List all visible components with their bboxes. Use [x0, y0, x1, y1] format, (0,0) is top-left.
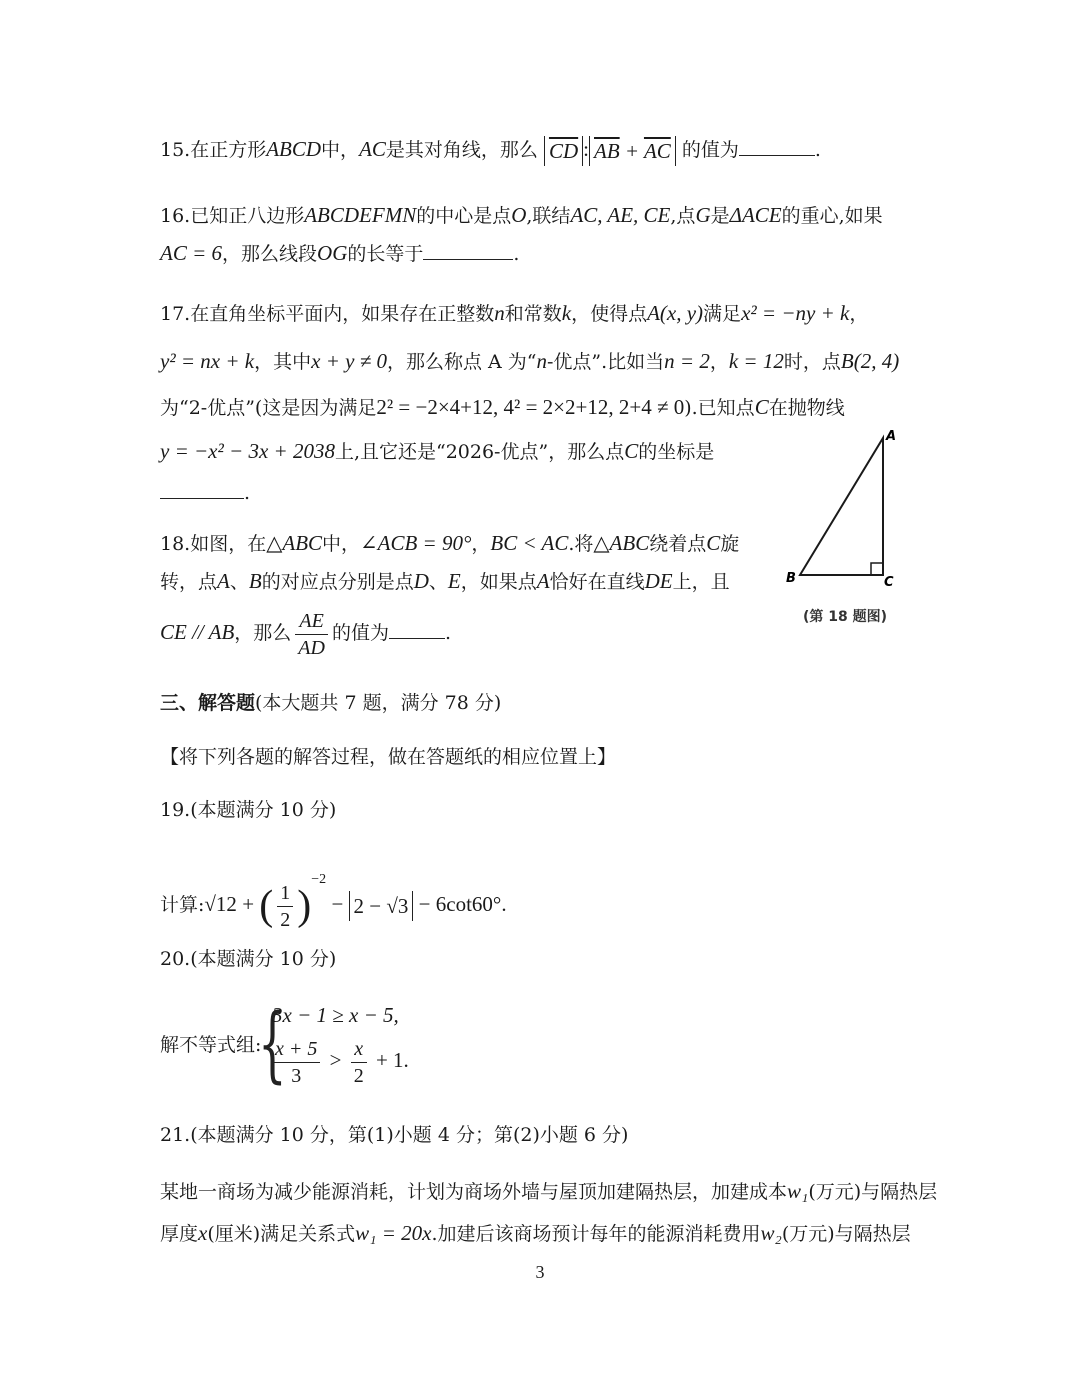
math: y² = nx + k	[160, 349, 255, 373]
math: −	[326, 892, 349, 916]
math: OG	[317, 241, 348, 265]
system-brace: {	[258, 997, 287, 1092]
math: x	[198, 1221, 208, 1245]
math: A	[536, 569, 550, 593]
text: -优点”.比如当	[546, 351, 665, 373]
text: 时，点	[783, 351, 841, 373]
text: 上，且	[672, 571, 730, 593]
math: x² = −ny + k	[741, 301, 850, 325]
q21-heading: 21.(本题满分 10 分，第(1)小题 4 分；第(2)小题 6 分)	[160, 1124, 629, 1146]
figure-caption: (第 18 题图)	[803, 609, 888, 625]
math: A(x, y)	[647, 301, 704, 325]
fraction-half	[277, 880, 293, 933]
q21-line2	[160, 1220, 911, 1247]
numerator: x + 5	[272, 1036, 320, 1063]
text: 恰好在直线	[549, 571, 645, 593]
math: n = 2	[664, 349, 710, 373]
text: ,点	[670, 205, 696, 227]
text: 和常数	[504, 303, 562, 325]
text: 为“2-优点”(这是因为满足	[160, 397, 377, 419]
text: ，其中	[254, 351, 312, 373]
q19-heading: 19.(本题满分 10 分)	[160, 799, 337, 821]
q19-expression	[160, 850, 507, 936]
q21-line1	[160, 1178, 937, 1205]
text: .将	[568, 533, 594, 555]
math: △ABC	[266, 531, 323, 555]
text: 的值为	[681, 139, 739, 161]
section3-heading	[160, 690, 501, 716]
abs-cd	[544, 136, 583, 166]
math: D	[413, 569, 429, 593]
abs-value: 2 − √3	[349, 891, 414, 921]
q16-line2: AC = 6，那么线段OG的长等于 .	[160, 241, 520, 265]
answer-blank	[389, 620, 445, 639]
triangle-figure	[780, 428, 910, 628]
text: 的对应点分别是点	[261, 571, 414, 593]
text: 18.如图，在	[160, 533, 267, 555]
text: 满足	[703, 303, 742, 325]
math: AC	[359, 137, 386, 161]
text: 在抛物线	[768, 397, 845, 419]
section-detail: (本大题共 7 题，满分 78 分)	[255, 692, 502, 714]
q20-inequality2	[268, 1032, 409, 1089]
text: 旋	[720, 533, 740, 555]
math: 2² = −2×4+12, 4² = 2×2+12, 2+4 ≠ 0	[376, 395, 685, 419]
q16-line1	[160, 202, 883, 229]
math: +	[236, 892, 260, 916]
q17-line1	[160, 300, 868, 327]
math: w₁	[787, 1179, 809, 1203]
text: 16.已知正八边形	[160, 205, 305, 227]
text: 的长等于	[347, 243, 424, 265]
fraction-x-2	[351, 1036, 367, 1089]
vector-ac: $\overline{AC}$	[643, 139, 671, 163]
vector-ab: $\overline{AB}$	[594, 139, 620, 163]
denominator: 3	[291, 1064, 302, 1087]
text: ，	[471, 533, 491, 555]
math: C	[706, 531, 721, 555]
math: AC, AE, CE	[570, 203, 671, 227]
label-a: A	[886, 429, 897, 444]
q17-line3	[160, 394, 845, 421]
numerator: x	[351, 1036, 367, 1063]
abs-sum	[589, 136, 676, 166]
numerator: AE	[295, 608, 328, 635]
text: ，	[849, 303, 869, 325]
colon: :	[583, 137, 589, 161]
text: 中，	[321, 139, 360, 161]
math: BC < AC	[490, 531, 569, 555]
math: + 1.	[370, 1048, 409, 1072]
label-c: C	[884, 575, 894, 590]
text: ，使得点	[571, 303, 648, 325]
q20-label: 解不等式组:	[160, 1034, 262, 1056]
q18-line2	[160, 568, 730, 595]
answer-blank	[423, 241, 513, 260]
math: C	[754, 395, 769, 419]
text: 的坐标是	[638, 441, 715, 463]
math: ABCD	[266, 137, 322, 161]
math: E	[447, 569, 461, 593]
text: 是	[710, 205, 730, 227]
text: (万元)与隔热层	[808, 1181, 938, 1203]
text: ，那么称点 A 为“	[386, 351, 537, 373]
math: A	[217, 569, 230, 593]
text: ，那么线段	[222, 243, 318, 265]
math: w₂	[760, 1221, 782, 1245]
right-angle-mark	[871, 563, 883, 575]
paren-right: )	[297, 883, 312, 929]
math: w₁ = 20x	[355, 1221, 432, 1245]
q17-line4	[160, 438, 714, 465]
math: n	[536, 349, 547, 373]
text: 是其对角线，那么	[385, 139, 538, 161]
text: (厘米)满足关系式	[207, 1223, 356, 1245]
math: C	[624, 439, 639, 463]
math: △ABC	[593, 531, 650, 555]
math: DE	[644, 569, 673, 593]
math: √12	[204, 892, 237, 916]
text: 上,且它还是“2026-优点”，那么点	[334, 441, 625, 463]
math: k	[561, 301, 572, 325]
q18-line3: CE // AB，那么 $\frac{AE}{AD}$ 的值为 .	[160, 609, 452, 659]
text: ,联结	[526, 205, 571, 227]
numerator: 1	[277, 880, 293, 907]
math: k = 12	[728, 349, 784, 373]
period: .	[501, 892, 507, 916]
q17-line2	[160, 348, 899, 375]
math: ∠ACB = 90°	[360, 531, 472, 555]
vector-cd: $\overline{CD}$	[548, 139, 579, 163]
q15-line: 15.在正方形ABCD中，AC是其对角线，那么 $\overline{CD}$ : $\overline{AB} + \overline{AC}$ 的值为 .	[160, 136, 821, 166]
plus: +	[619, 139, 644, 163]
triangle-abc	[800, 438, 883, 575]
answer-blank	[739, 137, 815, 156]
text: ，那么	[234, 622, 292, 644]
paren-left: (	[259, 883, 274, 929]
math: ΔACE	[729, 203, 782, 227]
text: (万元)与隔热层	[781, 1223, 911, 1245]
q20-heading: 20.(本题满分 10 分)	[160, 948, 337, 970]
text: 、	[428, 571, 448, 593]
exponent: −2	[311, 872, 327, 887]
label-b: B	[786, 571, 796, 586]
page-number: 3	[535, 1262, 545, 1282]
text: 、	[229, 571, 249, 593]
text: 的重心,如果	[781, 205, 883, 227]
math: 3x − 1 ≥ x − 5,	[272, 1003, 399, 1027]
math: AC = 6	[160, 241, 223, 265]
text: 计算:	[160, 894, 205, 916]
answer-blank	[160, 480, 244, 499]
math: CE // AB	[160, 620, 235, 644]
math: n	[494, 301, 505, 325]
fraction-ae-ad	[295, 608, 328, 661]
math: G	[695, 203, 711, 227]
q17-line5: .	[160, 480, 250, 506]
section-instruction: 【将下列各题的解答过程，做在答题纸的相应位置上】	[160, 746, 617, 768]
text: 17.在直角坐标平面内，如果存在正整数	[160, 303, 495, 325]
text: 的中心是点	[416, 205, 512, 227]
math: x + y ≠ 0	[311, 349, 387, 373]
text: 的值为	[331, 622, 389, 644]
denominator: 2	[280, 908, 291, 931]
text: ，如果点	[460, 571, 537, 593]
math: >	[324, 1048, 347, 1072]
denominator: 2	[353, 1064, 364, 1087]
text: ，	[709, 351, 729, 373]
text: 转，点	[160, 571, 218, 593]
math: O	[511, 203, 527, 227]
text: .加建后该商场预计每年的能源消耗费用	[431, 1223, 761, 1245]
math: B	[248, 569, 262, 593]
math: B(2, 4)	[840, 349, 900, 373]
text: 厚度	[160, 1223, 199, 1245]
text: 某地一商场为减少能源消耗，计划为商场外墙与屋顶加建隔热层，加建成本	[160, 1181, 788, 1203]
text: ).已知点	[684, 397, 755, 419]
denominator: AD	[298, 636, 325, 659]
math: ABCDEFMN	[304, 203, 417, 227]
text: 绕着点	[649, 533, 707, 555]
section-title: 三、解答题	[160, 692, 256, 714]
math: − 6cot60°	[413, 892, 502, 916]
math: y = −x² − 3x + 2038	[160, 439, 335, 463]
text: 中，	[322, 533, 361, 555]
text: 15.在正方形	[160, 139, 267, 161]
fraction-x5-3	[272, 1036, 320, 1089]
q18-line1	[160, 530, 739, 557]
q20-inequality1	[272, 1002, 399, 1029]
